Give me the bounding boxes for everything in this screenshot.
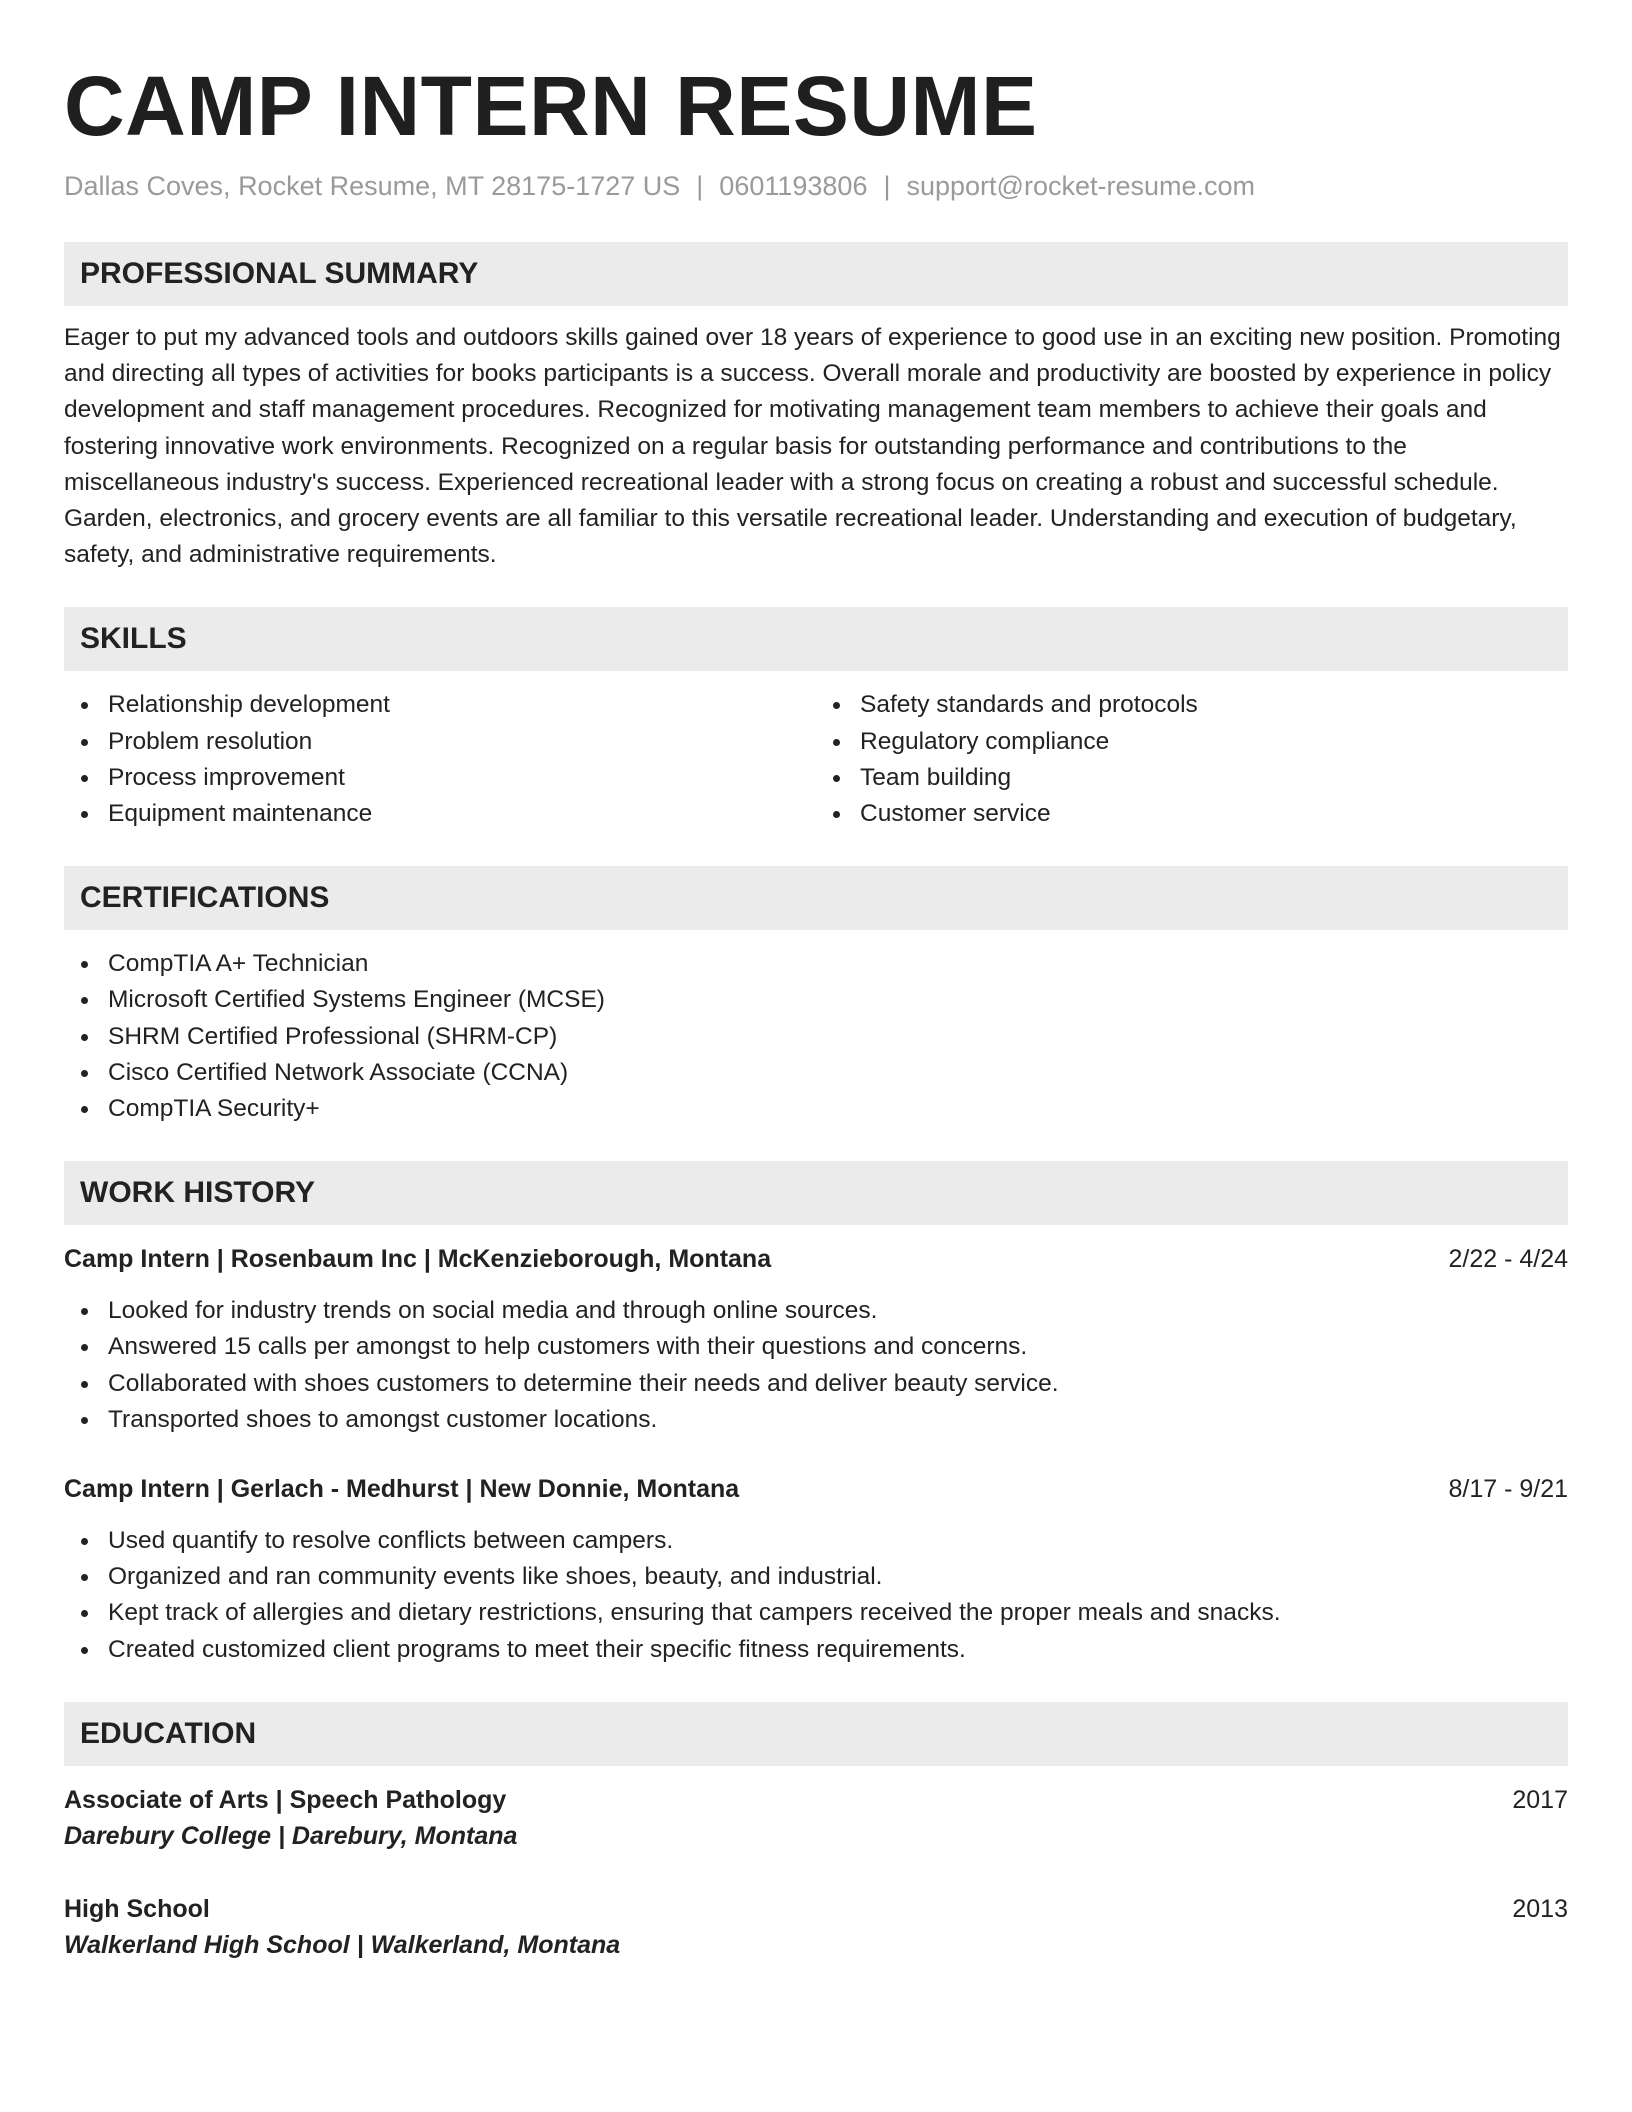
job-title: Camp Intern | Rosenbaum Inc | McKenzieborough, Montana <box>64 1245 772 1274</box>
job-entry <box>64 1471 1568 1668</box>
certification-item: Microsoft Certified Systems Engineer (MCSE) <box>64 982 1568 1018</box>
education-year: 2017 <box>1512 1785 1568 1814</box>
certification-item: CompTIA Security+ <box>64 1091 1568 1127</box>
education-entry <box>64 1782 1568 1854</box>
skill-item: Team building <box>816 760 1568 796</box>
contact-email: support@rocket-resume.com <box>906 171 1256 201</box>
work-history-section <box>64 1161 1568 1668</box>
summary-section <box>64 242 1568 573</box>
certifications-section <box>64 866 1568 1127</box>
skills-list-right <box>816 687 1568 832</box>
job-bullet: Looked for industry trends on social media and through online sources. <box>64 1293 1568 1329</box>
skill-item: Regulatory compliance <box>816 724 1568 760</box>
education-header <box>64 1891 1568 1927</box>
job-dates: 8/17 - 9/21 <box>1448 1475 1568 1504</box>
job-bullet: Used quantify to resolve conflicts between campers. <box>64 1523 1568 1559</box>
skills-grid <box>64 687 1568 832</box>
skill-item: Problem resolution <box>64 724 816 760</box>
skill-item: Customer service <box>816 796 1568 832</box>
skills-section <box>64 607 1568 832</box>
job-bullets <box>64 1523 1568 1668</box>
education-entry <box>64 1891 1568 1963</box>
job-header <box>64 1241 1568 1277</box>
contact-separator: | <box>883 171 891 201</box>
contact-line <box>64 168 1568 204</box>
education-header <box>64 1782 1568 1818</box>
skills-column-left <box>64 687 816 832</box>
job-entry <box>64 1241 1568 1438</box>
education-section <box>64 1702 1568 1963</box>
job-bullet: Kept track of allergies and dietary restrictions, ensuring that campers received the proper meals and snacks. <box>64 1595 1568 1631</box>
section-heading-skills: SKILLS <box>64 607 1568 671</box>
section-heading-education: EDUCATION <box>64 1702 1568 1766</box>
education-year: 2013 <box>1512 1894 1568 1923</box>
job-bullet: Transported shoes to amongst customer locations. <box>64 1402 1568 1438</box>
job-bullet: Organized and ran community events like shoes, beauty, and industrial. <box>64 1559 1568 1595</box>
resume-title: CAMP INTERN RESUME <box>64 59 1038 153</box>
skill-item: Relationship development <box>64 687 816 723</box>
job-bullet: Created customized client programs to meet their specific fitness requirements. <box>64 1632 1568 1668</box>
contact-separator: | <box>696 171 704 201</box>
job-bullets <box>64 1293 1568 1438</box>
skills-column-right <box>816 687 1568 832</box>
contact-phone: 0601193806 <box>719 171 868 201</box>
certification-item: CompTIA A+ Technician <box>64 946 1568 982</box>
skills-list-left <box>64 687 816 832</box>
certification-item: SHRM Certified Professional (SHRM-CP) <box>64 1019 1568 1055</box>
education-degree: Associate of Arts | Speech Pathology <box>64 1785 507 1814</box>
job-bullet: Collaborated with shoes customers to determine their needs and deliver beauty service. <box>64 1366 1568 1402</box>
skill-item: Process improvement <box>64 760 816 796</box>
section-heading-work-history: WORK HISTORY <box>64 1161 1568 1225</box>
contact-address: Dallas Coves, Rocket Resume, MT 28175-1727 US <box>64 171 681 201</box>
skill-item: Safety standards and protocols <box>816 687 1568 723</box>
section-heading-certifications: CERTIFICATIONS <box>64 866 1568 930</box>
skill-item: Equipment maintenance <box>64 796 816 832</box>
job-title: Camp Intern | Gerlach - Medhurst | New Donnie, Montana <box>64 1475 740 1504</box>
job-bullet: Answered 15 calls per amongst to help customers with their questions and concerns. <box>64 1329 1568 1365</box>
certifications-list <box>64 946 1568 1127</box>
job-header <box>64 1471 1568 1507</box>
education-school: Darebury College | Darebury, Montana <box>64 1821 518 1850</box>
education-degree: High School <box>64 1894 210 1923</box>
job-dates: 2/22 - 4/24 <box>1448 1245 1568 1274</box>
education-school: Walkerland High School | Walkerland, Montana <box>64 1930 621 1959</box>
certification-item: Cisco Certified Network Associate (CCNA) <box>64 1055 1568 1091</box>
summary-text: Eager to put my advanced tools and outdoors skills gained over 18 years of experience to good use in an exciting new position. Promoting and directing all types of activities for books participants is a success. Overall morale and productivity are boosted by experience in policy development and staff management procedures. Recognized for motivating management team members to achieve their goals and fostering innovative work environments. Recognized on a regular basis for outstanding performance and contributions to the miscellaneous industry's success. Experienced recreational leader with a strong focus on creating a robust and successful schedule. Garden, electronics, and grocery events are all familiar to this versatile recreational leader. Understanding and execution of budgetary, safety, and administrative requirements. <box>64 324 1561 569</box>
section-heading-summary: PROFESSIONAL SUMMARY <box>64 242 1568 306</box>
